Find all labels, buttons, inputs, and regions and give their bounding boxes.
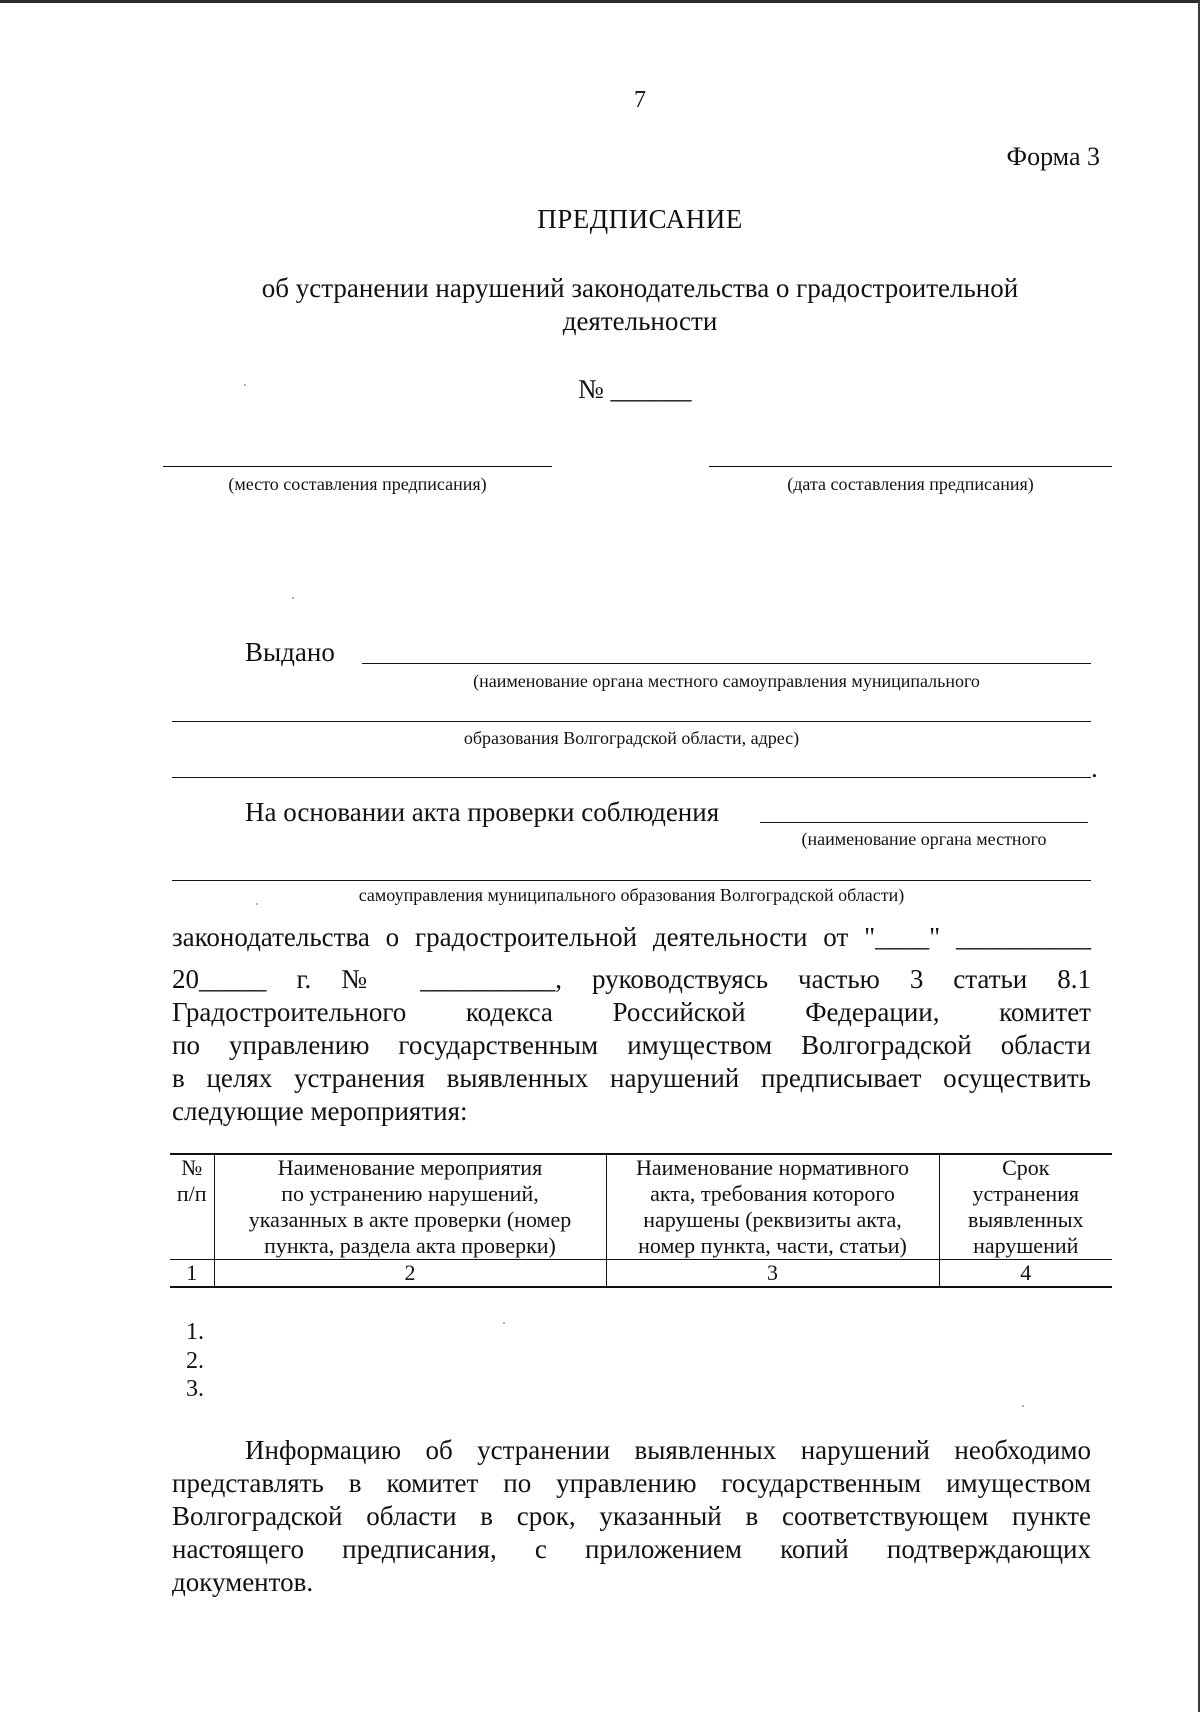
header-line: п/п	[176, 1181, 207, 1206]
list-item: 1.	[186, 1319, 204, 1345]
header-line: Наименование мероприятия	[277, 1155, 543, 1180]
document-title: ПРЕДПИСАНИЕ	[537, 204, 743, 234]
issued-label: Выдано	[245, 637, 335, 667]
column-number-cell: 2	[214, 1260, 606, 1288]
header-line: указанных в акте проверки (номер	[248, 1207, 572, 1232]
table-header-measure	[214, 1154, 606, 1260]
date-caption: (дата составления предписания)	[787, 474, 1034, 494]
place-line	[163, 466, 552, 467]
header-line: пункта, раздела акта проверки)	[264, 1233, 556, 1258]
info-line-2: представлять в комитет по управлению государственным имуществом	[172, 1468, 1091, 1498]
header-line: акта, требования которого	[650, 1181, 895, 1206]
scan-speck	[256, 903, 258, 905]
form-label: Форма 3	[1006, 142, 1100, 171]
table-header-deadline	[939, 1154, 1112, 1260]
header-line: устранения	[972, 1181, 1080, 1206]
issued-caption-line2: образования Волгоградской области, адрес)	[463, 728, 800, 748]
column-number-cell: 4	[939, 1260, 1112, 1288]
basis-caption-line1: (наименование органа местного	[801, 829, 1047, 849]
body-line-3: Градостроительного кодекса Российской Федерации, комитет	[172, 997, 1091, 1027]
body-line-4: по управлению государственным имуществом Волгоградской области	[172, 1030, 1091, 1060]
body-line-1: законодательства о градостроительной деятельности от "____" __________	[172, 922, 1091, 952]
basis-line-2	[172, 880, 1091, 881]
scan-edge-top	[0, 0, 1200, 3]
column-number-cell: 1	[170, 1260, 214, 1288]
scan-speck	[1022, 1405, 1024, 1407]
header-line: выявленных	[968, 1207, 1084, 1232]
document-subtitle-line1: об устранении нарушений законодательства о градостроительной	[261, 273, 1019, 303]
header-line: нарушений	[973, 1233, 1079, 1258]
scan-speck	[292, 597, 294, 599]
header-line: номер пункта, части, статьи)	[638, 1233, 907, 1258]
header-line: Срок	[1002, 1155, 1050, 1180]
scan-speck	[244, 384, 246, 386]
date-line	[709, 466, 1112, 467]
info-line-5: документов.	[172, 1567, 314, 1597]
table-header-normative-act	[606, 1154, 939, 1260]
place-caption: (место составления предписания)	[228, 474, 487, 494]
basis-caption-line2: самоуправления муниципального образования Волгоградской области)	[358, 885, 905, 905]
measures-table	[170, 1153, 1112, 1288]
info-line-3: Волгоградской области в срок, указанный в соответствующем пункте	[172, 1501, 1091, 1531]
issued-caption-line1: (наименование органа местного самоуправления муниципального	[473, 671, 980, 691]
table-row	[170, 1260, 1112, 1288]
page-number: 7	[634, 87, 646, 113]
column-number-cell: 3	[606, 1260, 939, 1288]
header-line: по устранению нарушений,	[281, 1181, 539, 1206]
line-end-period: .	[1091, 753, 1098, 783]
scan-speck	[503, 1322, 505, 1324]
list-item: 2.	[186, 1348, 204, 1374]
info-line-4: настоящего предписания, с приложением копий подтверждающих	[172, 1534, 1091, 1564]
issued-line-3	[172, 777, 1091, 778]
header-line: №	[181, 1155, 203, 1180]
body-line-6: следующие мероприятия:	[172, 1096, 468, 1126]
page-number-wrap	[0, 84, 1200, 116]
table-header-row	[170, 1154, 1112, 1260]
header-line: Наименование нормативного	[636, 1155, 909, 1180]
list-item: 3.	[186, 1376, 204, 1402]
issued-line	[362, 663, 1091, 664]
info-line-1: Информацию об устранении выявленных нарушений необходимо	[245, 1435, 1091, 1465]
basis-label: На основании акта проверки соблюдения	[245, 797, 720, 827]
body-line-5: в целях устранения выявленных нарушений предписывает осуществить	[172, 1063, 1091, 1093]
document-subtitle-line2: деятельности	[562, 306, 718, 336]
table-header-number	[170, 1154, 214, 1260]
header-line: нарушены (реквизиты акта,	[643, 1207, 902, 1232]
body-line-2: 20_____ г. № __________, руководствуясь частью 3 статьи 8.1	[172, 964, 1091, 994]
basis-line	[760, 822, 1088, 823]
issued-line-2	[172, 721, 1091, 722]
prescription-number-field: № ______	[578, 374, 692, 404]
